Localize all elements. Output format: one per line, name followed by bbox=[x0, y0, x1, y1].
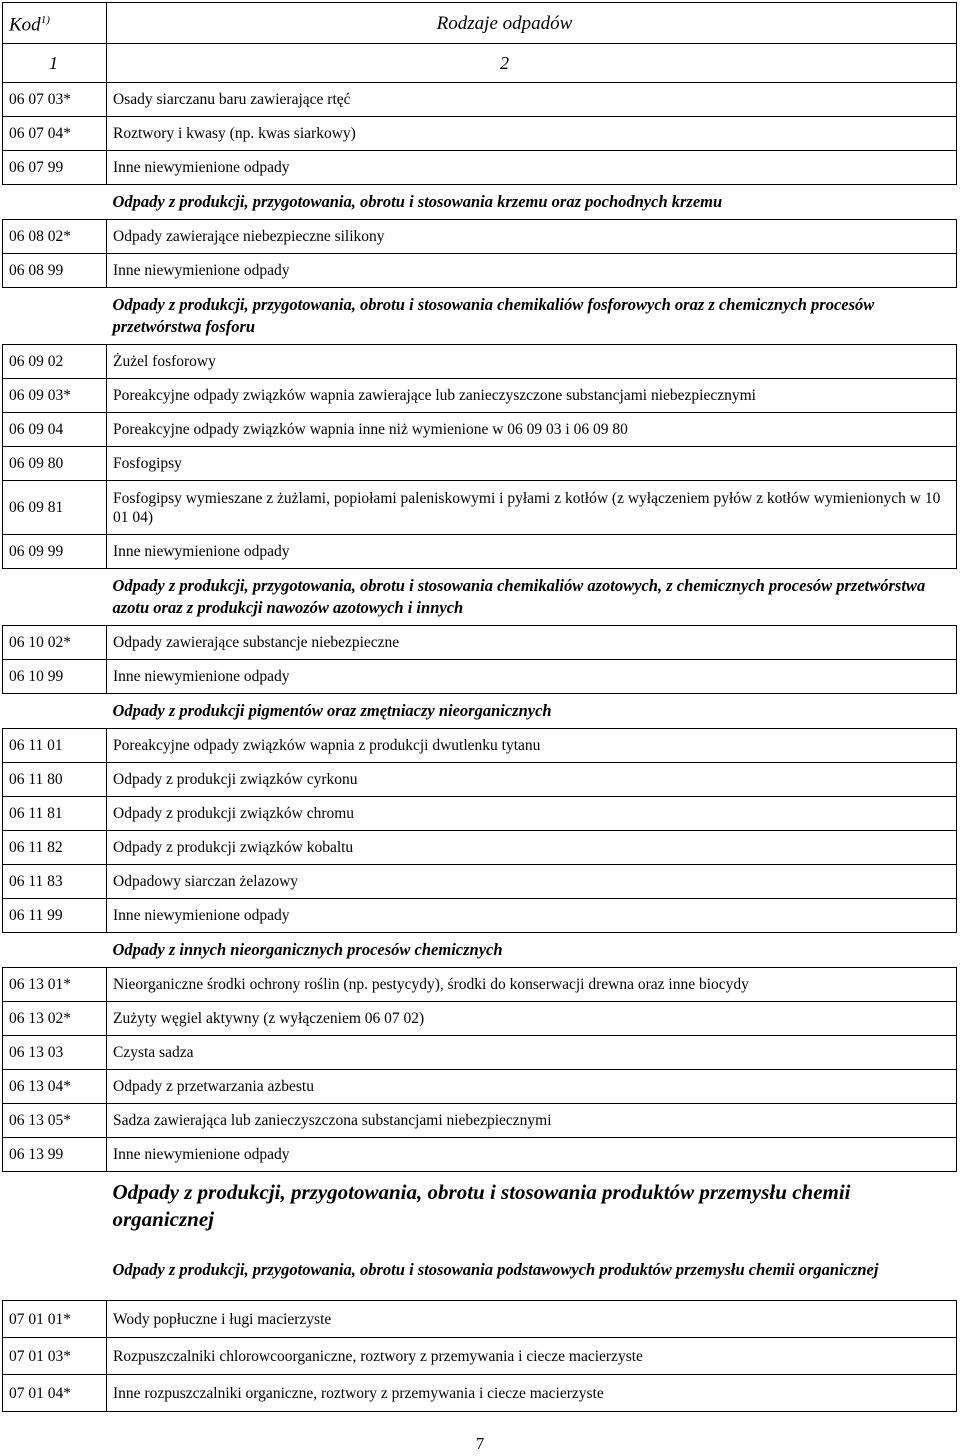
table-row bbox=[3, 481, 957, 535]
section-heading: Odpady z produkcji, przygotowania, obrotu i stosowania chemikaliów fosforowych oraz z chemicznych procesów przetwórstwa fosforu bbox=[112, 295, 875, 336]
waste-description-cell: Nieorganiczne środki ochrony roślin (np. pestycydy), środki do konserwacji drewna oraz inne biocydy bbox=[107, 968, 957, 1002]
waste-description-cell: Fosfogipsy wymieszane z żużlami, popiołami paleniskowymi i pyłami z kotłów (z wyłączeniem pyłów z kotłów wymienionych w 10 01 04) bbox=[107, 481, 957, 535]
waste-code-cell: 06 09 99 bbox=[3, 535, 107, 569]
waste-code-cell: 06 10 02* bbox=[3, 626, 107, 660]
table-row bbox=[3, 626, 957, 660]
waste-description-cell: Rozpuszczalniki chlorowcoorganiczne, roztwory z przemywania i ciecze macierzyste bbox=[107, 1338, 957, 1375]
header-code-footnote: 1) bbox=[40, 14, 50, 27]
header-code-label: Kod bbox=[9, 14, 41, 36]
table-row bbox=[3, 865, 957, 899]
section-heading-spacer bbox=[3, 288, 107, 345]
section-heading-row bbox=[3, 288, 957, 345]
section-heading: Odpady z produkcji, przygotowania, obrotu i stosowania chemikaliów azotowych, z chemicznych procesów przetwórstwa azotu oraz z produkcji nawozów azotowych i innych bbox=[112, 576, 926, 617]
table-row bbox=[3, 1104, 957, 1138]
table-row bbox=[3, 968, 957, 1002]
column-number-row bbox=[3, 44, 957, 83]
table-row bbox=[3, 254, 957, 288]
waste-code-cell: 06 11 83 bbox=[3, 865, 107, 899]
waste-code-cell: 06 13 05* bbox=[3, 1104, 107, 1138]
waste-code-cell: 06 11 99 bbox=[3, 899, 107, 933]
table-row bbox=[3, 535, 957, 569]
waste-code-cell: 06 11 82 bbox=[3, 831, 107, 865]
table-row bbox=[3, 220, 957, 254]
waste-code-cell: 06 13 03 bbox=[3, 1036, 107, 1070]
table-row bbox=[3, 83, 957, 117]
waste-description-cell: Poreakcyjne odpady związków wapnia z produkcji dwutlenku tytanu bbox=[107, 729, 957, 763]
waste-code-cell: 06 13 04* bbox=[3, 1070, 107, 1104]
page-number: 7 bbox=[475, 1434, 485, 1453]
table-row bbox=[3, 447, 957, 481]
waste-code-cell: 06 08 02* bbox=[3, 220, 107, 254]
section-heading-spacer bbox=[3, 569, 107, 626]
waste-code-cell: 06 11 80 bbox=[3, 763, 107, 797]
waste-description-cell: Sadza zawierająca lub zanieczyszczona substancjami niebezpiecznymi bbox=[107, 1104, 957, 1138]
waste-description-cell: Odpadowy siarczan żelazowy bbox=[107, 865, 957, 899]
section-heading: Odpady z produkcji, przygotowania, obrotu i stosowania produktów przemysłu chemii organicznej bbox=[112, 1180, 851, 1231]
waste-description-cell: Odpady zawierające niebezpieczne silikony bbox=[107, 220, 957, 254]
waste-description-cell: Inne niewymienione odpady bbox=[107, 660, 957, 694]
waste-description-cell: Czysta sadza bbox=[107, 1036, 957, 1070]
table-row bbox=[3, 1338, 957, 1375]
column-number-1: 1 bbox=[3, 44, 107, 83]
waste-description-cell: Poreakcyjne odpady związków wapnia inne niż wymienione w 06 09 03 i 06 09 80 bbox=[107, 413, 957, 447]
waste-code-cell: 06 11 01 bbox=[3, 729, 107, 763]
waste-code-cell: 07 01 04* bbox=[3, 1375, 107, 1412]
waste-code-cell: 06 10 99 bbox=[3, 660, 107, 694]
section-heading: Odpady z produkcji, przygotowania, obrotu i stosowania krzemu oraz pochodnych krzemu bbox=[112, 192, 723, 211]
waste-code-cell: 06 07 03* bbox=[3, 83, 107, 117]
waste-code-cell: 06 07 04* bbox=[3, 117, 107, 151]
section-heading-row bbox=[3, 569, 957, 626]
table-row bbox=[3, 1138, 957, 1172]
table-row bbox=[3, 1301, 957, 1338]
table-row bbox=[3, 899, 957, 933]
waste-description-cell: Odpady z przetwarzania azbestu bbox=[107, 1070, 957, 1104]
waste-description-cell: Inne niewymienione odpady bbox=[107, 535, 957, 569]
waste-description-cell: Roztwory i kwasy (np. kwas siarkowy) bbox=[107, 117, 957, 151]
section-heading-row bbox=[3, 1240, 957, 1301]
waste-description-cell: Poreakcyjne odpady związków wapnia zawierające lub zanieczyszczone substancjami niebezpiecznymi bbox=[107, 379, 957, 413]
waste-description-cell: Inne niewymienione odpady bbox=[107, 1138, 957, 1172]
waste-description-cell: Wody popłuczne i ługi macierzyste bbox=[107, 1301, 957, 1338]
waste-code-cell: 06 08 99 bbox=[3, 254, 107, 288]
table-row bbox=[3, 1002, 957, 1036]
waste-description-cell: Żużel fosforowy bbox=[107, 345, 957, 379]
table-row bbox=[3, 763, 957, 797]
section-heading-row bbox=[3, 185, 957, 220]
waste-description-cell: Inne rozpuszczalniki organiczne, roztwory z przemywania i ciecze macierzyste bbox=[107, 1375, 957, 1412]
section-heading-row bbox=[3, 1172, 957, 1241]
table-row bbox=[3, 1070, 957, 1104]
waste-code-cell: 07 01 03* bbox=[3, 1338, 107, 1375]
section-heading: Odpady z produkcji pigmentów oraz zmętniaczy nieorganicznych bbox=[112, 701, 552, 720]
waste-description-cell: Inne niewymienione odpady bbox=[107, 151, 957, 185]
waste-description-cell: Inne niewymienione odpady bbox=[107, 899, 957, 933]
section-heading: Odpady z innych nieorganicznych procesów chemicznych bbox=[112, 940, 503, 959]
waste-code-cell: 06 13 02* bbox=[3, 1002, 107, 1036]
waste-description-cell: Inne niewymienione odpady bbox=[107, 254, 957, 288]
waste-description-cell: Zużyty węgiel aktywny (z wyłączeniem 06 07 02) bbox=[107, 1002, 957, 1036]
waste-code-cell: 06 09 80 bbox=[3, 447, 107, 481]
column-number-2: 2 bbox=[107, 44, 957, 83]
waste-description-cell: Odpady z produkcji związków cyrkonu bbox=[107, 763, 957, 797]
table-row bbox=[3, 660, 957, 694]
section-heading-row bbox=[3, 933, 957, 968]
header-code-cell bbox=[3, 3, 107, 44]
waste-code-cell: 07 01 01* bbox=[3, 1301, 107, 1338]
table-row bbox=[3, 117, 957, 151]
section-heading-spacer bbox=[3, 1240, 107, 1301]
section-heading-spacer bbox=[3, 185, 107, 220]
section-heading-row bbox=[3, 694, 957, 729]
table-row bbox=[3, 379, 957, 413]
section-heading: Odpady z produkcji, przygotowania, obrotu i stosowania podstawowych produktów przemysłu chemii organicznej bbox=[112, 1260, 879, 1279]
waste-code-cell: 06 09 04 bbox=[3, 413, 107, 447]
table-row bbox=[3, 345, 957, 379]
waste-description-cell: Osady siarczanu baru zawierające rtęć bbox=[107, 83, 957, 117]
waste-codes-table bbox=[2, 2, 957, 1412]
table-row bbox=[3, 151, 957, 185]
waste-codes-table-body bbox=[3, 3, 957, 1412]
table-header-row bbox=[3, 3, 957, 44]
section-heading-spacer bbox=[3, 1172, 107, 1241]
waste-description-cell: Odpady z produkcji związków chromu bbox=[107, 797, 957, 831]
waste-code-cell: 06 13 01* bbox=[3, 968, 107, 1002]
waste-description-cell: Odpady z produkcji związków kobaltu bbox=[107, 831, 957, 865]
waste-code-cell: 06 09 03* bbox=[3, 379, 107, 413]
section-heading-spacer bbox=[3, 933, 107, 968]
table-row bbox=[3, 797, 957, 831]
waste-code-cell: 06 09 02 bbox=[3, 345, 107, 379]
waste-code-cell: 06 13 99 bbox=[3, 1138, 107, 1172]
table-row bbox=[3, 831, 957, 865]
waste-code-cell: 06 11 81 bbox=[3, 797, 107, 831]
table-row bbox=[3, 413, 957, 447]
header-types-cell: Rodzaje odpadów bbox=[107, 3, 957, 44]
table-row bbox=[3, 1036, 957, 1070]
waste-code-cell: 06 09 81 bbox=[3, 481, 107, 535]
waste-description-cell: Fosfogipsy bbox=[107, 447, 957, 481]
waste-code-cell: 06 07 99 bbox=[3, 151, 107, 185]
table-row bbox=[3, 729, 957, 763]
waste-description-cell: Odpady zawierające substancje niebezpieczne bbox=[107, 626, 957, 660]
table-row bbox=[3, 1375, 957, 1412]
section-heading-spacer bbox=[3, 694, 107, 729]
